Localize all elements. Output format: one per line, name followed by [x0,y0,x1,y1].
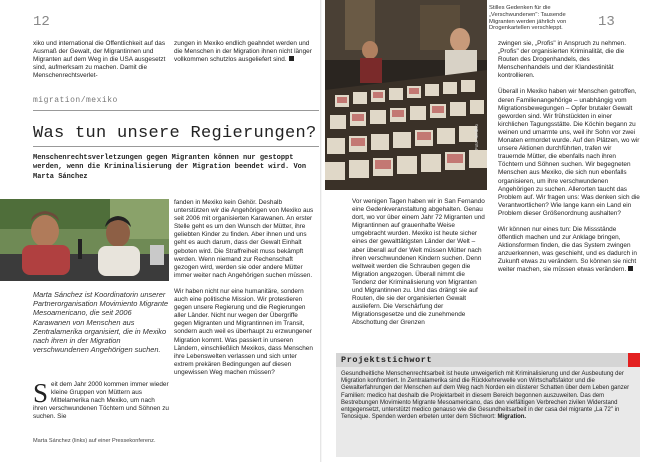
memorial-photo [325,0,487,190]
drop-cap: S [33,378,49,408]
page-number-left: 12 [33,14,50,30]
article-column-middle: Vor wenigen Tagen haben wir in San Fernando eine Gedenkveranstaltung abgehalten. Genau dort, wo vor über einem Jahr 72 Migranten und Migrantinnen auf grauenhafte Weise umgebracht wurden. Mexiko ist heute sicher eines der gewalttätigsten Länder der Welt – aber überall auf der Welt müssen Mütter nach ihren verschwundenen Kindern suchen. Denn weltweit werden die Schrauben gegen die Migration angezogen. Überall nimmt die Tendenz der Kriminalisierung von Migranten und Migrantinnen zu. Und das drängt sie auf Routen, die sie der organisierten Gewalt ausliefern. Die Verschärfung der Migrationsgesetze und die zunehmende Abschottung der Grenzen [352,198,485,327]
project-box-header [336,353,640,367]
press-conference-photo [0,199,169,281]
page-number-right: 13 [598,14,615,30]
photo-caption: Marta Sánchez ist Koordinatorin unserer Partnerorganisation Movimiento Migrante Mesoamericano, die seit 2006 Karawanen von Menschen aus Zentralamerika organisiert, die in Mexiko nach ihren in der Migration verschwundenen Angehörigen suchen. [33,290,169,355]
top-text-column-2: zungen in Mexiko endlich geahndet werden und die Menschen in der Migration ihnen nicht länger vollkommen schutzlos ausgeliefert sind. [174,40,312,64]
article-column-right: fanden in Mexiko kein Gehör. Deshalb unterstützen wir die Angehörigen von Mexiko aus seit 2006 mit organisierten Karawanen. An erster Stelle geht es um den Wunsch der Mütter, ihre geliebten Kinder zu finden. Aber ihnen und uns geht es auch darum, dass der Gewalt Einhalt geboten wird. Die Straffreiheit muss bekämpft werden. Wenn niemand zur Rechenschaft gezogen wird, werden sie oder andere Mütter immer weiter nach Angehörigen suchen müssen. Wir haben nicht nur eine humanitäre, sondern auch eine politische Mission. Wir protestieren gegen unsere Regierung und die Regierungen aller Länder. Nicht nur wegen der Übergriffe gegen Migranten und Migrantinnen im Transit, sondern auch weil es überhaupt zu erzwungener Migration kommt. Was passiert in unseren Ländern, einschließlich Mexikos, dass Menschen ihre Lebenswelten verlassen und sich unter extrem prekären Bedingungen auf diesen ungewissen Weg machen müssen? [174,199,314,376]
article-headline: Was tun unsere Regierungen? [33,124,317,143]
photo-vertical-credit: Foto: Medico [474,123,479,150]
image-caption: Stilles Gedenken für die „Verschwundenen": Tausende Migranten werden jährlich von Drogenkartellen verschleppt. [489,5,567,32]
project-box-accent [628,353,640,367]
top-text-column-1: xiko und international die Öffentlichkeit auf das Ausmaß der Gewalt, der Migrantinnen und Migranten auf dem Weg in die USA ausgesetzt sind, aufmerksam zu machen. Damit die Menschenrechtsverlet- [33,40,166,80]
project-keyword-box [336,353,640,457]
article-column-far-right: zwingen sie, „Profis" in Anspruch zu nehmen. „Profis" der organisierten Kriminalität, die die Routen des Drogenhandels, des Menschenhandels und der Klandestinität kontrollieren. Überall in Mexiko haben wir Menschen getroffen, deren Familienangehörige – unabhängig vom Migrationsbewegungen – Opfer brutaler Gewalt geworden sind. Wir frühstückten in einer kirchlichen Tagungsstätte. Die Köchin begann zu weinen und umarmte uns, weil ihr Sohn vor zwei Monaten ermordet wurde. Auf den Plätzen, wo wir unsere Aktionen durchführten, trafen wir trauernde Mütter, die ebenfalls nach ihren Töchtern und Söhnen suchen. Wir begegneten Menschen aus Mexiko, die sich nun ebenfalls organisieren, um ihre verschwundenen Angehörigen zu suchen. Allerorten taucht das Problem auf. Wir fragen uns: Was denken sich die Verantwortlichen? Wie lange kann ein Land ein Problem dieser Größenordnung aushalten? Wir können nur eines tun: Die Missstände öffentlich machen und zur Anklage bringen, Aktionsformen finden, die das System zwingen anzuerkennen, was geschieht, und es dadurch in Zukunft etwas zu verändern. So können sie nicht weiter machen, sie müssen etwas verändern. [498,40,640,274]
left-page [0,0,322,462]
project-box-text: Gesundheitliche Menschenrechtsarbeit ist heute unweigerlich mit Kriminalisierung und der Ausbeutung der Migration konfrontiert. In Zentralamerika sind die Rückkehrerwelle von Wirtschaftsfaktor und die Gewalterfahrungen der Menschen auf dem Weg nach Norden ein düsterer Schatten über dem Leben ganzer Familien: medico hat deshalb die Projektarbeit in diesem Bereich begonnen auszuweiten. Das dem Bestrebungen Movimiento Migrante Mesoamericano, das den vielfältigen Verbrechen zivilen Widerstand entgegensetzt, unterstützt medico genauso wie die Gesundheitsarbeit in der casa del migrante „La 72" in Tenosique. Spenden werden erbeten unter dem Stichwort: Migration. [341,371,630,421]
section-rule-bottom [33,146,319,147]
article-intro: S eit dem Jahr 2000 kommen immer wieder kleine Gruppen von Müttern aus Mittelamerika nach Mexiko, um nach ihren verschwundenen Töchtern und Söhnen zu suchen. Sie [33,378,169,421]
end-mark-right [628,266,633,271]
end-mark [289,56,294,61]
project-box-title: Projektstichwort [341,355,433,365]
donation-keyword: Migration. [497,414,527,421]
photo-credit: Marta Sánchez (links) auf einer Pressekonferenz. [33,438,156,444]
article-lead: Menschenrechtsverletzungen gegen Migranten können nur gestoppt werden, wenn die Kriminalisierung der Migration beendet wird. Von Marta Sánchez [33,154,307,181]
section-rule-top [33,110,319,111]
section-tag: migration/mexiko [33,96,118,105]
